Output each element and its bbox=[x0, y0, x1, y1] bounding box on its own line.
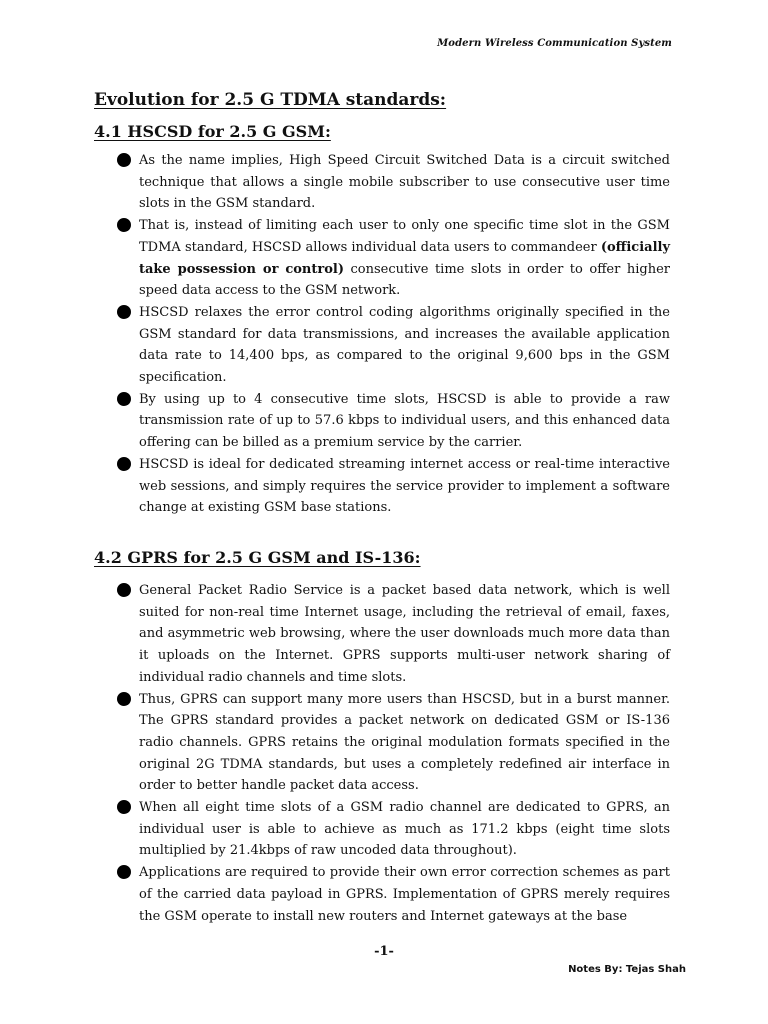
list-item bbox=[117, 454, 670, 519]
list-item bbox=[117, 580, 670, 689]
bullet-icon bbox=[117, 392, 131, 406]
list-item bbox=[117, 797, 670, 862]
hscsd-bullet-list bbox=[117, 150, 670, 519]
bullet-text: General Packet Radio Service is a packet based data network, which is well suited for non-real time Internet usage, including the retrieval of email, faxes, and asymmetric web browsing, where the user downloads much more data than it uploads on the Internet. GPRS supports multi-user network sharing of individual radio channels and time slots. bbox=[139, 583, 670, 685]
bullet-icon bbox=[117, 305, 131, 319]
section-heading-hscsd: 4.1 HSCSD for 2.5 G GSM: bbox=[94, 122, 331, 141]
list-item bbox=[117, 215, 670, 302]
bullet-text: When all eight time slots of a GSM radio channel are dedicated to GPRS, an individual user is able to achieve as much as 171.2 kbps (eight time slots multiplied by 21.4kbps of raw uncoded data throughout). bbox=[139, 800, 670, 859]
bullet-text: HSCSD relaxes the error control coding algorithms originally specified in the GSM standard for data transmissions, and increases the available application data rate to 14,400 bps, as compared to the original 9,600 bps in the GSM specification. bbox=[139, 304, 670, 386]
list-item bbox=[117, 689, 670, 798]
list-item bbox=[117, 150, 670, 215]
bullet-icon bbox=[117, 583, 131, 597]
bullet-text: As the name implies, High Speed Circuit Switched Data is a circuit switched technique that allows a single mobile subscriber to use consecutive user time slots in the GSM standard. bbox=[139, 153, 670, 212]
list-item bbox=[117, 862, 670, 927]
bullet-text: Thus, GPRS can support many more users than HSCSD, but in a burst manner. The GPRS standard provides a packet network on dedicated GSM or IS-136 radio channels. GPRS retains the original modulation formats specified in the original 2G TDMA standards, but uses a completely redefined air interface in order to better handle packet data access. bbox=[139, 691, 670, 794]
bullet-text: That is, instead of limiting each user to only one specific time slot in the GSM TDMA standard, HSCSD allows individual data users to commandeer bbox=[139, 218, 670, 255]
bullet-icon bbox=[117, 692, 131, 706]
bullet-text: By using up to 4 consecutive time slots, HSCSD is able to provide a raw transmission rate of up to 57.6 kbps to individual users, and this enhanced data offering can be billed as a premium service by the carrier. bbox=[139, 391, 670, 451]
bullet-icon bbox=[117, 218, 131, 232]
bullet-icon bbox=[117, 865, 131, 879]
bold-emphasis: (officially take possession or control) bbox=[139, 239, 670, 277]
running-header: Modern Wireless Communication System bbox=[437, 38, 672, 49]
list-item bbox=[117, 302, 670, 389]
footer-note: Notes By: Tejas Shah bbox=[568, 964, 686, 975]
bullet-icon bbox=[117, 457, 131, 471]
section-heading-gprs: 4.2 GPRS for 2.5 G GSM and IS-136: bbox=[94, 548, 421, 567]
bullet-text-continued: consecutive time slots in order to offer higher speed data access to the GSM network. bbox=[139, 261, 670, 299]
main-heading: Evolution for 2.5 G TDMA standards: bbox=[94, 90, 447, 110]
bullet-icon bbox=[117, 153, 131, 167]
page-number: -1- bbox=[374, 944, 394, 959]
list-item bbox=[117, 389, 670, 454]
bullet-icon bbox=[117, 800, 131, 814]
bullet-text: Applications are required to provide their own error correction schemes as part of the carried data payload in GPRS. Implementation of GPRS merely requires the GSM operate to install new routers and Internet gateways at the base bbox=[139, 865, 670, 924]
gprs-bullet-list bbox=[117, 580, 670, 927]
bullet-text: HSCSD is ideal for dedicated streaming internet access or real-time interactive web sessions, and simply requires the service provider to implement a software change at existing GSM base stations. bbox=[139, 456, 670, 516]
